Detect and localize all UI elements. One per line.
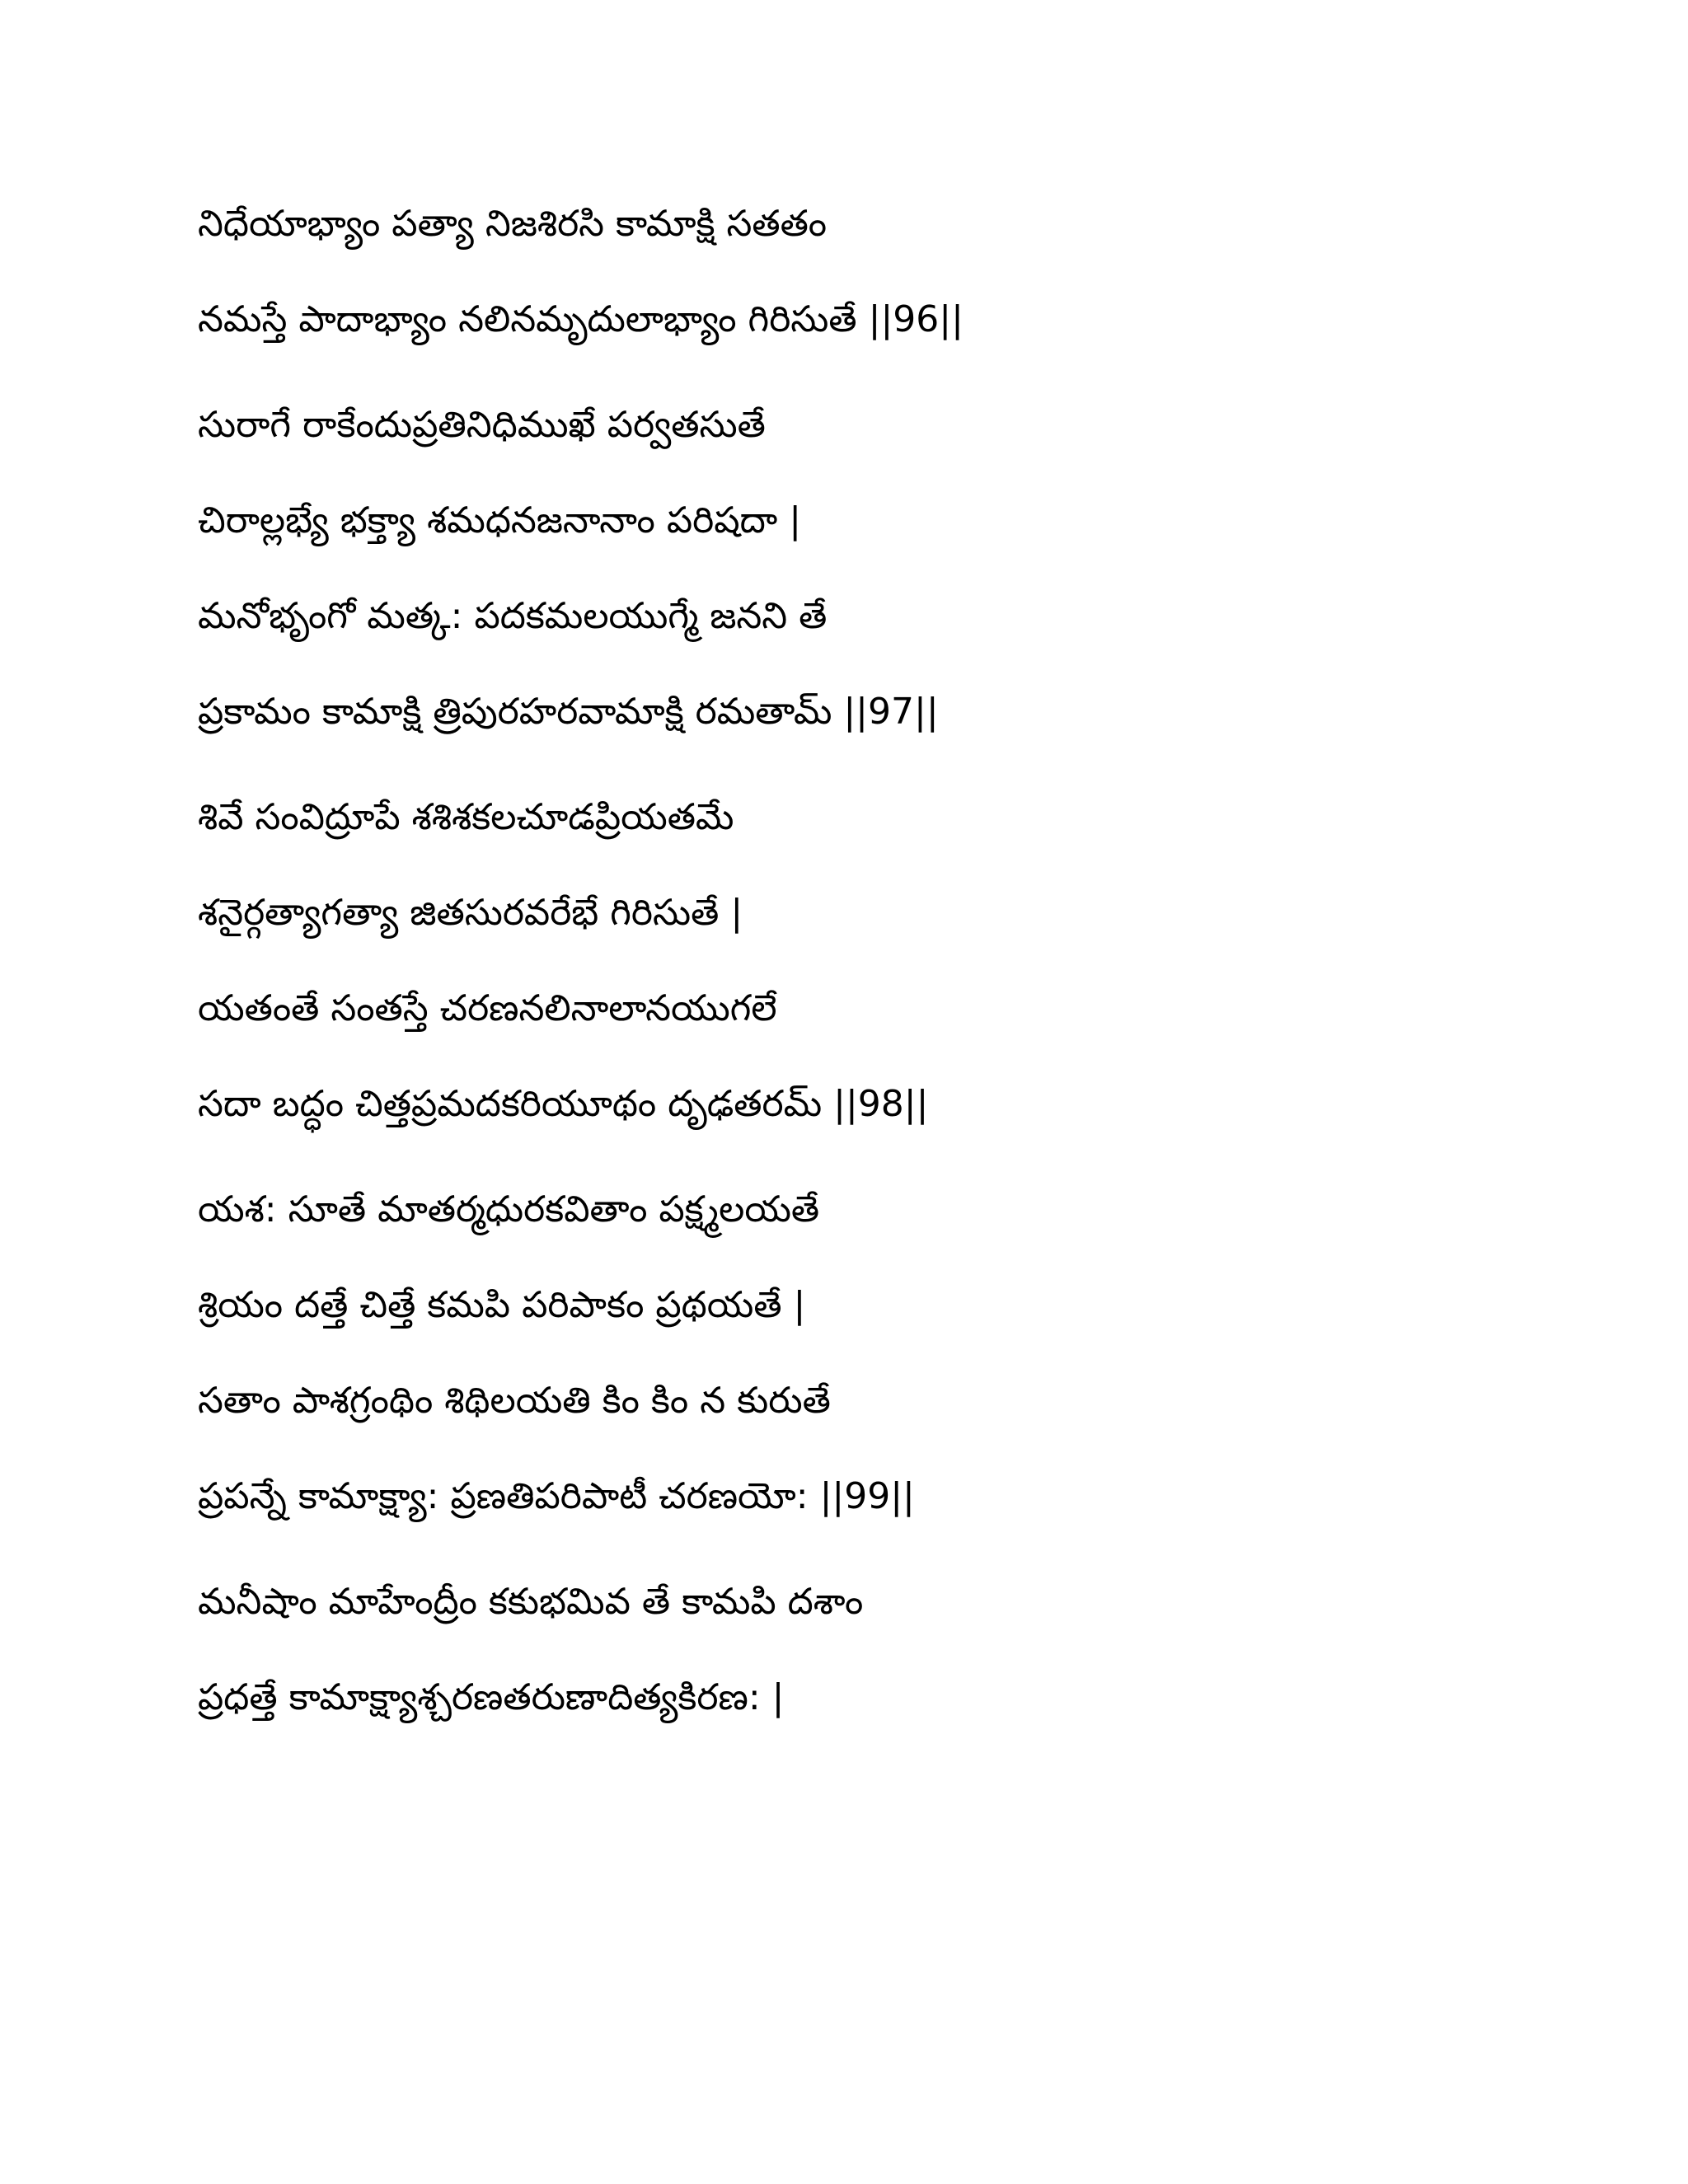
verse-line: ప్రపన్నే కామాక్ష్యా: ప్రణతిపరిపాటీ చరణయో: ||99|| [198, 1475, 915, 1517]
verse-line: యతంతే సంతస్తే చరణనలినాలానయుగలే [198, 987, 777, 1029]
verse-line: సదా బద్ధం చిత్తప్రమదకరియూథం దృఢతరమ్ ||98|| [198, 1083, 929, 1125]
verse-line: చిరాల్లభ్యే భక్త్యా శమధనజనానాం పరిషదా | [198, 499, 802, 541]
verse-line: మనోభృంగో మత్క: పదకమలయుగ్మే జనని తే [198, 595, 828, 637]
verse-list [198, 198, 1599, 1750]
verse-line: మనీషాం మాహేంద్రీం కకుభమివ తే కామపి దశాం [198, 1581, 864, 1623]
verse-line: సురాగే రాకేందుప్రతినిధిముఖే పర్వతసుతే [198, 404, 766, 446]
verse-line: శనైర్గత్యాగత్యా జితసురవరేభే గిరిసుతే | [198, 892, 743, 934]
verse-97 [198, 399, 1599, 738]
verse-line: శివే సంవిద్రూపే శశిశకలచూడప్రియతమే [198, 796, 734, 838]
verse-line: శ్రియం దత్తే చిత్తే కమపి పరిపాకం ప్రథయతే | [198, 1284, 806, 1326]
verse-line: ప్రధత్తే కామాక్ష్యాశ్చరణతరుణాదిత్యకిరణ: | [198, 1676, 785, 1718]
verse-98 [198, 791, 1599, 1131]
verse-line: నమస్తే పాదాభ్యాం నలినమృదులాభ్యాం గిరిసుతే ||96|| [198, 298, 964, 340]
verse-99 [198, 1183, 1599, 1523]
verse-line: సతాం పాశగ్రంథిం శిథిలయతి కిం కిం న కురుతే [198, 1380, 831, 1422]
verse-100-partial [198, 1576, 1599, 1724]
verse-line: నిధేయాభ్యాం పత్యా నిజశిరసి కామాక్షి సతతం [198, 203, 828, 245]
verse-line: యశ: సూతే మాతర్మధురకవితాం పక్ష్మలయతే [198, 1188, 820, 1230]
verse-line: ప్రకామం కామాక్షి త్రిపురహరవామాక్షి రమతామ్ ||97|| [198, 691, 939, 733]
verse-96 [198, 198, 1599, 346]
